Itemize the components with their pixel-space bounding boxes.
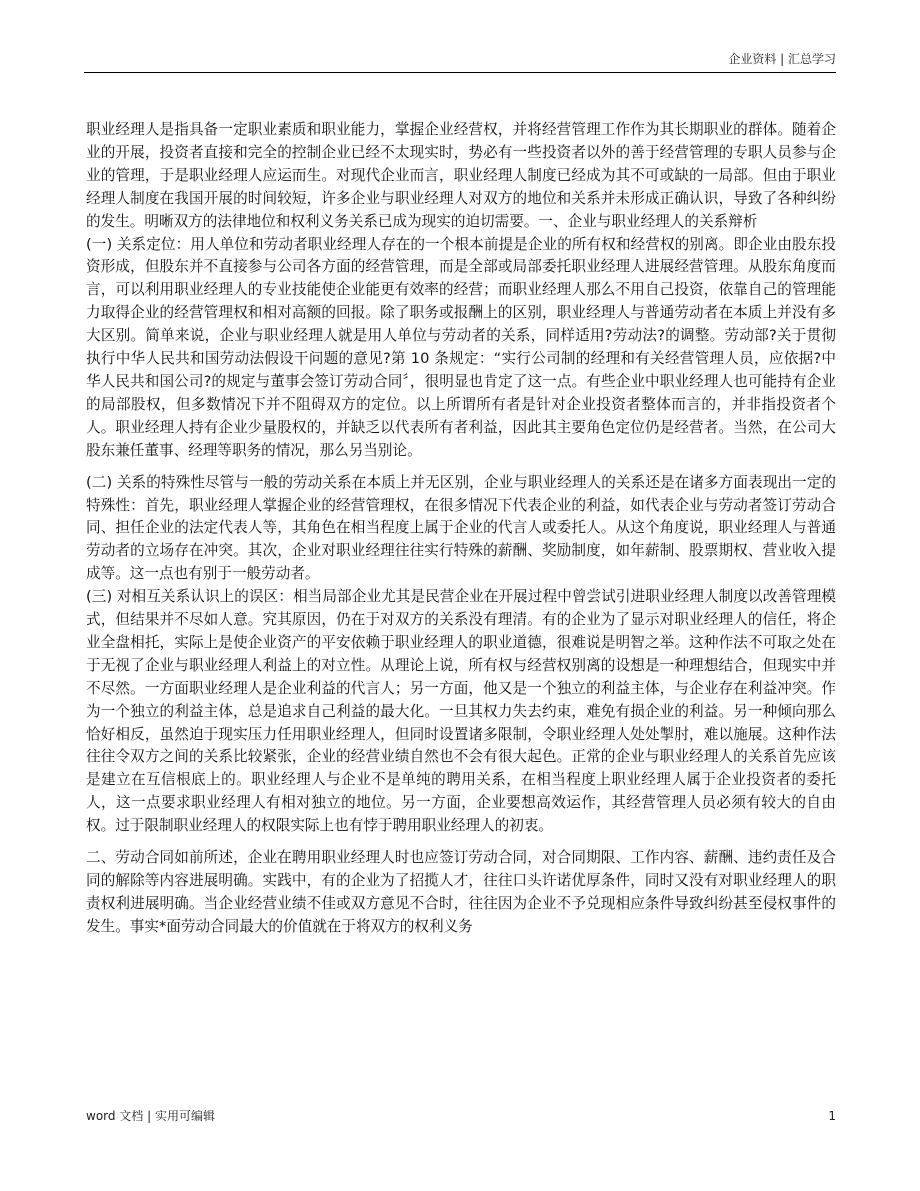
document-body bbox=[86, 119, 836, 939]
paragraph-relationship-particularity: (二) 关系的特殊性尽管与一般的劳动关系在本质上并无区别，企业与职业经理人的关系还是在诸多方面表现出一定的特殊性：首先，职业经理人掌握企业的经营管理权，在很多情况下代表企业的利益，如代表企业与劳动者签订劳动合同、担任企业的法定代表人等，其角色在相当程度上属于企业的代言人或委托人。从这个角度说，职业经理人与普通劳动者的立场存在冲突。其次，企业对职业经理往往实行特殊的薪酬、奖励制度，如年薪制、股票期权、营业收入提成等。这一点也有别于一般劳动者。 bbox=[86, 473, 836, 583]
paragraph-relationship-positioning: (一) 关系定位：用人单位和劳动者职业经理人存在的一个根本前提是企业的所有权和经营权的别离。即企业由股东投资形成，但股东并不直接参与公司各方面的经营管理，而是全部或局部委托职业经理人进展经营管理。从股东角度而言，可以利用职业经理人的专业技能使企业能更有效率的经营；而职业经理人那么不用自己投资，依靠自己的管理能力取得企业的经营管理权和相对高额的回报。除了职务或报酬上的区别，职业经理人与普通劳动者在本质上并没有多大区别。简单来说，企业与职业经理人就是用人单位与劳动者的关系，同样适用?劳动法?的调整。劳动部?关于贯彻执行中华人民共和国劳动法假设干问题的意见?第 10 条规定：“实行公司制的经理和有关经营管理人员，应依据?中华人民共和国公司?的规定与董事会签订劳动合同〞，很明显也肯定了这一点。有些企业中职业经理人也可能持有企业的局部股权，但多数情况下并不阻碍双方的定位。以上所谓所有者是针对企业投资者整体而言的，并非指投资者个人。职业经理人持有企业少量股权的，并缺乏以代表所有者利益，因此其主要角色定位仍是经营者。当然，在公司大股东兼任董事、经理等职务的情况，那么另当别论。 bbox=[86, 235, 836, 459]
paragraph-labor-contract: 二、劳动合同如前所述，企业在聘用职业经理人时也应签订劳动合同，对合同期限、工作内容、薪酬、违约责任及合同的解除等内容进展明确。实践中，有的企业为了招揽人才，往往口头许诺优厚条件，同时又没有对职业经理人的职责权利进展明确。当企业经营业绩不佳或双方意见不合时，往往因为企业不予兑现相应条件导致纠纷甚至侵权事件的发生。事实*面劳动合同最大的价值就在于将双方的权利义务 bbox=[86, 849, 836, 935]
page-header bbox=[84, 50, 836, 73]
footer-text: word 文档 | 实用可编辑 bbox=[86, 1109, 215, 1123]
paragraph-misconceptions: (三) 对相互关系认识上的误区：相当局部企业尤其是民营企业在开展过程中曾尝试引进职业经理人制度以改善管理模式，但结果并不尽如人意。究其原因，仍在于对双方的关系没有理清。有的企业为了显示对职业经理人的信任，将企业全盘相托，实际上是使企业资产的平安依赖于职业经理人的职业道德，很难说是明智之举。这种作法不可取之处在于无视了企业与职业经理人利益上的对立性。从理论上说，所有权与经营权别离的设想是一种理想结合，但现实中并不尽然。一方面职业经理人是企业利益的代言人；另一方面，他又是一个独立的利益主体，与企业存在利益冲突。作为一个独立的利益主体，总是追求自己利益的最大化。一旦其权力失去约束，难免有损企业的利益。另一种倾向那么恰好相反，虽然迫于现实压力任用职业经理人，但同时设置诸多限制，令职业经理人处处掣肘，难以施展。这种作法往往令双方之间的关系比较紧张，企业的经营业绩自然也不会有很大起色。正常的企业与职业经理人的关系首先应该是建立在互信根底上的。职业经理人与企业不是单纯的聘用关系，在相当程度上职业经理人属于企业投资者的委托人，这一点要求职业经理人有相对独立的地位。另一方面，企业要想高效运作，其经营管理人员必须有较大的自由权。过于限制职业经理人的权限实际上也有悖于聘用职业经理人的初衷。 bbox=[86, 588, 836, 835]
page-footer bbox=[86, 1107, 836, 1125]
header-text: 企业资料 | 汇总学习 bbox=[728, 52, 836, 66]
paragraph-intro: 职业经理人是指具备一定职业素质和职业能力，掌握企业经营权，并将经营管理工作作为其长期职业的群体。随着企业的开展，投资者直接和完全的控制企业已经不太现实时，势必有一些投资者以外的善于经营管理的专职人员参与企业的管理，于是职业经理人应运而生。对现代企业而言，职业经理人制度已经成为其不可或缺的一局部。但由于职业经理人制度在我国开展的时间较短，许多企业与职业经理人对双方的地位和关系并未形成正确认识，导致了各种纠纷的发生。明晰双方的法律地位和权利义务关系已成为现实的迫切需要。一、企业与职业经理人的关系辩析 bbox=[86, 121, 836, 230]
page-number: 1 bbox=[828, 1109, 836, 1123]
